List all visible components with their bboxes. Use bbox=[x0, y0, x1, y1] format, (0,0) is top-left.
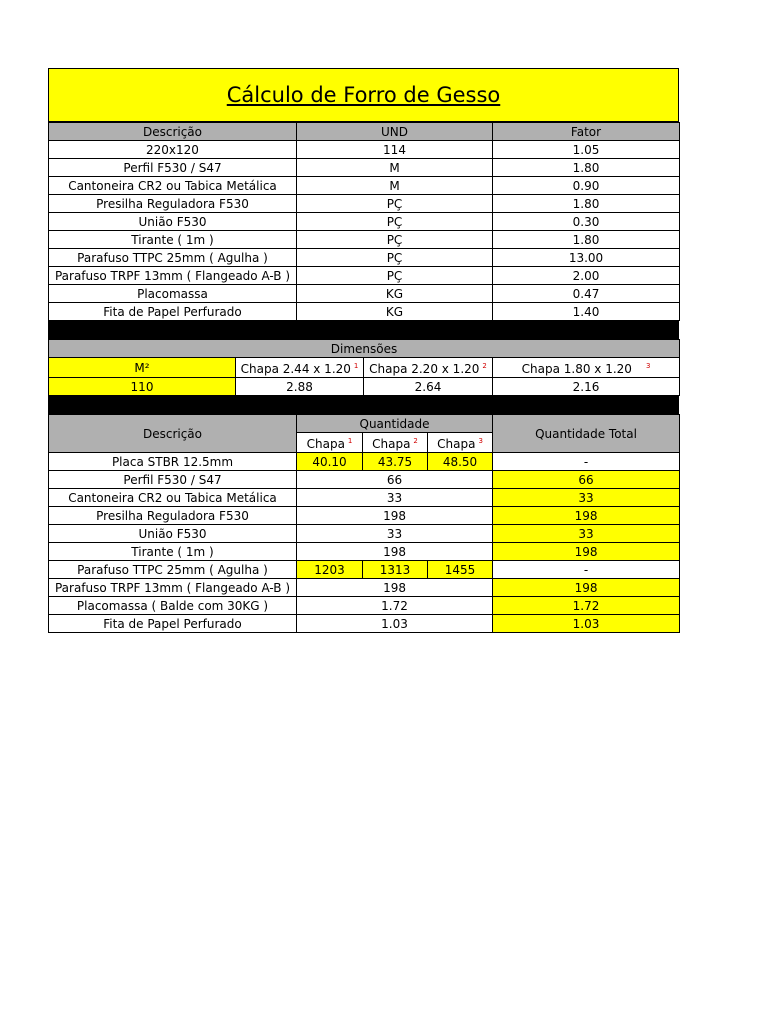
chapa-1-value: 2.88 bbox=[236, 378, 364, 396]
qty-header-descricao: Descrição bbox=[49, 415, 297, 453]
row-desc: Cantoneira CR2 ou Tabica Metálica bbox=[49, 489, 297, 507]
table-row bbox=[49, 231, 680, 249]
table-row bbox=[49, 615, 680, 633]
row-desc: Tirante ( 1m ) bbox=[49, 231, 297, 249]
row-und: M bbox=[297, 159, 493, 177]
row-und: PÇ bbox=[297, 195, 493, 213]
separator-bar bbox=[48, 396, 679, 414]
title-banner bbox=[48, 68, 679, 122]
row-und: PÇ bbox=[297, 267, 493, 285]
row-total: 198 bbox=[493, 507, 680, 525]
row-chapa-1: 40.10 bbox=[297, 453, 363, 471]
table-row bbox=[49, 159, 680, 177]
table-row bbox=[49, 141, 680, 159]
table-row bbox=[49, 267, 680, 285]
row-desc: Parafuso TRPF 13mm ( Flangeado A-B ) bbox=[49, 267, 297, 285]
table-row bbox=[49, 525, 680, 543]
row-desc: 220x120 bbox=[49, 141, 297, 159]
qty-header-total: Quantidade Total bbox=[493, 415, 680, 453]
chapa-1-label: Chapa 2.44 x 1.20 $^1$ bbox=[236, 358, 364, 378]
row-total: 33 bbox=[493, 525, 680, 543]
table-row bbox=[49, 249, 680, 267]
header-descricao: Descrição bbox=[49, 123, 297, 141]
row-desc: Parafuso TTPC 25mm ( Agulha ) bbox=[49, 249, 297, 267]
dimensions-header: Dimensões bbox=[49, 340, 680, 358]
row-desc: Perfil F530 / S47 bbox=[49, 159, 297, 177]
row-desc: Presilha Reguladora F530 bbox=[49, 195, 297, 213]
row-qty: 1.72 bbox=[297, 597, 493, 615]
row-chapa-3: 48.50 bbox=[428, 453, 493, 471]
row-qty: 66 bbox=[297, 471, 493, 489]
row-total: 33 bbox=[493, 489, 680, 507]
row-desc: União F530 bbox=[49, 213, 297, 231]
table-row bbox=[49, 561, 680, 579]
row-qty: 198 bbox=[297, 543, 493, 561]
row-fator: 0.47 bbox=[493, 285, 680, 303]
row-chapa-2: 1313 bbox=[363, 561, 428, 579]
table-row bbox=[49, 285, 680, 303]
row-fator: 1.80 bbox=[493, 159, 680, 177]
row-total: - bbox=[493, 561, 680, 579]
sub-header-chapa-1: Chapa $^1$ bbox=[297, 433, 363, 453]
separator-bar bbox=[48, 321, 679, 339]
row-chapa-1: 1203 bbox=[297, 561, 363, 579]
row-desc: Fita de Papel Perfurado bbox=[49, 615, 297, 633]
table-row bbox=[49, 543, 680, 561]
dimensions-table bbox=[48, 339, 680, 396]
row-desc: Cantoneira CR2 ou Tabica Metálica bbox=[49, 177, 297, 195]
row-fator: 13.00 bbox=[493, 249, 680, 267]
row-fator: 0.30 bbox=[493, 213, 680, 231]
row-desc: União F530 bbox=[49, 525, 297, 543]
row-desc: Parafuso TTPC 25mm ( Agulha ) bbox=[49, 561, 297, 579]
table-row bbox=[49, 303, 680, 321]
row-desc: Presilha Reguladora F530 bbox=[49, 507, 297, 525]
row-total: 1.03 bbox=[493, 615, 680, 633]
chapa-3-label: Chapa 1.80 x 1.20 $^3$ bbox=[493, 358, 680, 378]
row-und: PÇ bbox=[297, 249, 493, 267]
row-fator: 1.40 bbox=[493, 303, 680, 321]
page-title: Cálculo de Forro de Gesso bbox=[226, 83, 501, 107]
row-fator: 1.05 bbox=[493, 141, 680, 159]
spreadsheet bbox=[48, 68, 679, 633]
row-fator: 1.80 bbox=[493, 195, 680, 213]
m2-value[interactable]: 110 bbox=[49, 378, 236, 396]
table-row bbox=[49, 195, 680, 213]
m2-label: M² bbox=[49, 358, 236, 378]
quantity-table bbox=[48, 414, 680, 633]
row-desc: Placa STBR 12.5mm bbox=[49, 453, 297, 471]
dimensions-value-row bbox=[49, 378, 680, 396]
table-row bbox=[49, 213, 680, 231]
row-desc: Perfil F530 / S47 bbox=[49, 471, 297, 489]
dimensions-label-row bbox=[49, 358, 680, 378]
row-total: 198 bbox=[493, 543, 680, 561]
chapa-2-label: Chapa 2.20 x 1.20 $^2$ bbox=[364, 358, 493, 378]
sub-header-chapa-2: Chapa $^2$ bbox=[363, 433, 428, 453]
row-chapa-2: 43.75 bbox=[363, 453, 428, 471]
row-desc: Parafuso TRPF 13mm ( Flangeado A-B ) bbox=[49, 579, 297, 597]
row-und: M bbox=[297, 177, 493, 195]
row-total: 198 bbox=[493, 579, 680, 597]
chapa-2-value: 2.64 bbox=[364, 378, 493, 396]
row-und: 114 bbox=[297, 141, 493, 159]
qty-header-quantidade: Quantidade bbox=[297, 415, 493, 433]
row-chapa-3: 1455 bbox=[428, 561, 493, 579]
row-und: PÇ bbox=[297, 231, 493, 249]
row-fator: 2.00 bbox=[493, 267, 680, 285]
header-und: UND bbox=[297, 123, 493, 141]
row-und: KG bbox=[297, 285, 493, 303]
row-und: KG bbox=[297, 303, 493, 321]
row-total: 1.72 bbox=[493, 597, 680, 615]
row-desc: Placomassa bbox=[49, 285, 297, 303]
row-qty: 33 bbox=[297, 489, 493, 507]
table-row bbox=[49, 579, 680, 597]
table-row bbox=[49, 471, 680, 489]
table-row bbox=[49, 507, 680, 525]
chapa-3-value: 2.16 bbox=[493, 378, 680, 396]
header-fator: Fator bbox=[493, 123, 680, 141]
table-row bbox=[49, 177, 680, 195]
row-desc: Fita de Papel Perfurado bbox=[49, 303, 297, 321]
row-desc: Tirante ( 1m ) bbox=[49, 543, 297, 561]
factor-table-header bbox=[49, 123, 680, 141]
row-fator: 1.80 bbox=[493, 231, 680, 249]
table-row bbox=[49, 453, 680, 471]
row-qty: 198 bbox=[297, 579, 493, 597]
sub-header-chapa-3: Chapa $^3$ bbox=[428, 433, 493, 453]
row-und: PÇ bbox=[297, 213, 493, 231]
row-qty: 198 bbox=[297, 507, 493, 525]
row-total: - bbox=[493, 453, 680, 471]
row-total: 66 bbox=[493, 471, 680, 489]
row-fator: 0.90 bbox=[493, 177, 680, 195]
row-qty: 33 bbox=[297, 525, 493, 543]
factor-table bbox=[48, 122, 680, 321]
row-desc: Placomassa ( Balde com 30KG ) bbox=[49, 597, 297, 615]
table-row bbox=[49, 597, 680, 615]
factor-table-body bbox=[49, 141, 680, 321]
row-qty: 1.03 bbox=[297, 615, 493, 633]
table-row bbox=[49, 489, 680, 507]
